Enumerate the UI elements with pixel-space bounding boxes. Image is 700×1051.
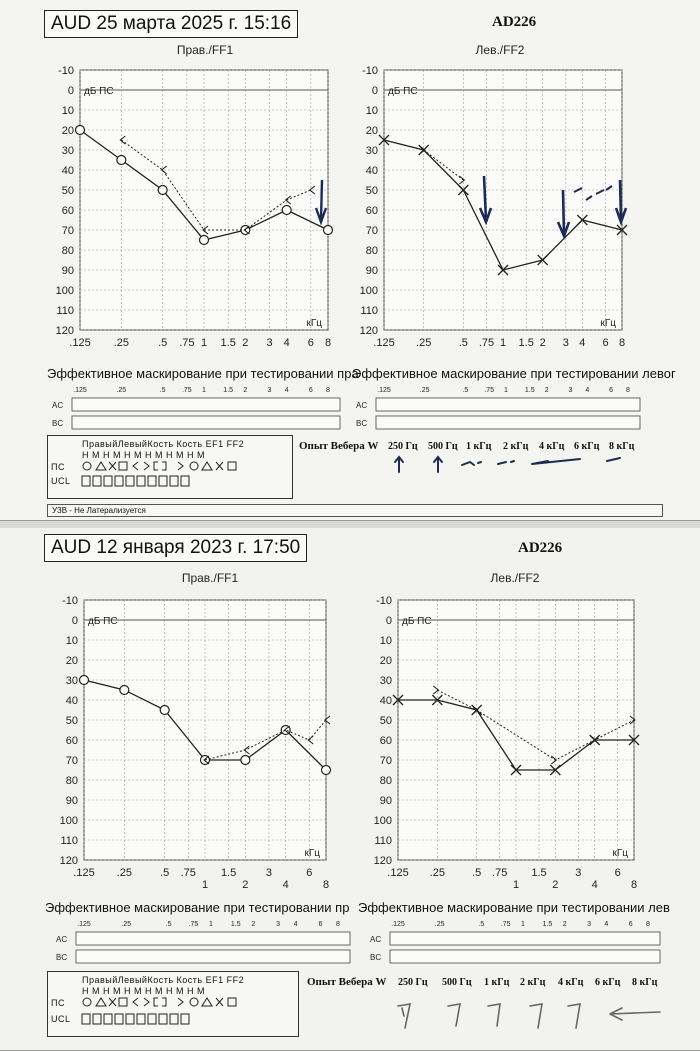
x-tick-label: .125: [73, 867, 95, 879]
mask-freq-label: .75: [188, 921, 199, 928]
device-label: AD226: [492, 14, 537, 30]
x-tick-label: .25: [116, 867, 132, 879]
mask-freq-label: 8: [336, 921, 340, 928]
y-tick-label: 70: [379, 755, 392, 767]
x-tick-label: 2: [552, 879, 559, 891]
x-tick-label: .125: [373, 337, 395, 349]
x-tick-label: 1: [499, 337, 507, 349]
weber-freq-8k: 8 кГц: [609, 441, 635, 452]
x-tick-label: .5: [158, 337, 168, 349]
x-tick-label: .5: [160, 867, 170, 879]
x-tick-label: .25: [429, 867, 445, 879]
y-tick-label: 20: [379, 655, 392, 667]
y-tick-label: 40: [379, 695, 392, 707]
weber-freq-500: 500 Гц: [428, 441, 458, 452]
weber-test-title: Опыт Вебера W: [307, 976, 387, 988]
y-unit-label: дБ ПС: [402, 616, 432, 627]
y-tick-label: 120: [55, 325, 74, 337]
mask-freq-label: 1: [504, 387, 508, 394]
weber-freq-4k: 4 кГц: [558, 977, 584, 988]
mask-freq-label: 2: [243, 387, 248, 394]
x-tick-label: .25: [113, 337, 129, 349]
device-label: AD226: [518, 540, 563, 556]
audiogram-panel-2025: [0, 0, 700, 521]
mask-freq-label: 3: [568, 387, 573, 394]
x-tick-label: .25: [416, 337, 432, 349]
x-tick-label: 4: [283, 337, 290, 349]
mask-freq-label: 3: [276, 921, 281, 928]
panel-heading: Лев./FF2: [475, 43, 525, 57]
x-unit-label: кГц: [612, 848, 628, 859]
mask-freq-label: .25: [434, 921, 445, 928]
y-tick-label: 0: [371, 85, 378, 97]
y-tick-label: 20: [65, 655, 78, 667]
masking-table: [0, 916, 700, 966]
mask-row-cell: [76, 950, 350, 963]
weber-test-title: Опыт Вебера W: [299, 440, 379, 452]
y-tick-label: 50: [365, 185, 378, 197]
x-tick-label: 2: [242, 337, 249, 349]
mask-row-label: BC: [356, 419, 368, 428]
x-unit-label: кГц: [306, 318, 322, 329]
weber-freq-2k: 2 кГц: [503, 441, 529, 452]
y-tick-label: 100: [59, 815, 78, 827]
x-tick-label: 1: [201, 879, 209, 891]
panel-heading: Прав./FF1: [181, 571, 239, 585]
x-tick-label: 1: [512, 879, 520, 891]
mask-freq-label: 1.5: [542, 921, 553, 928]
y-tick-label: 110: [360, 305, 378, 317]
mask-freq-label: .125: [73, 387, 87, 394]
weber-freq-1k: 1 кГц: [466, 441, 492, 452]
weber-freq-4k: 4 кГц: [539, 441, 565, 452]
mask-row-cell: [376, 398, 640, 411]
y-tick-label: 50: [61, 185, 74, 197]
mask-row-label: AC: [356, 401, 368, 410]
x-tick-label: 8: [322, 879, 330, 891]
weber-result-note: УЗВ - Не Латерализуется: [47, 504, 663, 517]
weber-freq-6k: 6 кГц: [595, 977, 621, 988]
mask-row-label: AC: [56, 935, 68, 944]
mask-freq-label: 8: [326, 387, 330, 394]
y-tick-label: 90: [65, 795, 78, 807]
x-tick-label: 3: [575, 867, 582, 879]
y-tick-label: 0: [67, 85, 74, 97]
y-tick-label: 100: [359, 285, 378, 297]
y-tick-label: 100: [373, 815, 392, 827]
mask-freq-label: .25: [116, 387, 127, 394]
y-tick-label: 10: [379, 635, 392, 647]
y-tick-label: 10: [61, 105, 74, 117]
x-tick-label: 3: [265, 867, 272, 879]
mask-freq-label: 1: [521, 921, 525, 928]
y-tick-label: -10: [376, 595, 392, 607]
x-tick-label: 1.5: [220, 867, 237, 879]
y-tick-label: 50: [65, 715, 78, 727]
mask-freq-label: .125: [391, 921, 405, 928]
x-tick-label: 8: [618, 337, 626, 349]
weber-handwritten-marks: [0, 996, 700, 1036]
x-tick-label: 8: [324, 337, 332, 349]
y-tick-label: 120: [359, 325, 378, 337]
x-tick-label: 1.5: [531, 867, 547, 879]
mask-row-label: BC: [52, 419, 64, 428]
x-tick-label: 2: [539, 337, 546, 349]
mask-freq-label: 1.5: [230, 921, 241, 928]
mask-freq-label: 6: [318, 921, 323, 928]
y-tick-label: 10: [365, 105, 378, 117]
x-unit-label: кГц: [304, 848, 320, 859]
y-tick-label: 110: [60, 835, 78, 847]
y-tick-label: 60: [365, 205, 378, 217]
y-tick-label: 20: [365, 125, 378, 137]
mask-freq-label: 6: [308, 387, 313, 394]
y-tick-label: 80: [61, 245, 74, 257]
x-tick-label: .75: [179, 337, 195, 349]
y-tick-label: 60: [379, 735, 392, 747]
weber-freq-250: 250 Гц: [398, 977, 428, 988]
y-tick-label: 40: [61, 165, 74, 177]
mask-row-label: BC: [370, 953, 382, 962]
mask-freq-label: 2: [562, 921, 567, 928]
x-tick-label: 1.5: [518, 337, 534, 349]
audiogram-title: AUD 25 марта 2025 г. 15:16: [44, 10, 298, 38]
mask-freq-label: 3: [267, 387, 272, 394]
y-tick-label: 90: [365, 265, 378, 277]
weber-freq-1k: 1 кГц: [484, 977, 510, 988]
y-tick-label: 70: [65, 755, 78, 767]
masking-title-left: Эффективное маскирование при тестировании левог: [352, 366, 676, 381]
mask-row-label: BC: [56, 953, 68, 962]
y-tick-label: 40: [65, 695, 78, 707]
mask-row-cell: [72, 398, 340, 411]
y-tick-label: -10: [58, 65, 74, 77]
x-tick-label: 4: [282, 879, 289, 891]
mask-freq-label: .75: [500, 921, 511, 928]
y-unit-label: дБ ПС: [84, 86, 114, 97]
y-tick-label: 80: [379, 775, 392, 787]
mask-freq-label: 6: [628, 921, 633, 928]
weber-freq-6k: 6 кГц: [574, 441, 600, 452]
mask-freq-label: 6: [609, 387, 614, 394]
x-tick-label: 8: [630, 879, 638, 891]
mask-freq-label: 3: [587, 921, 591, 928]
mask-freq-label: 4: [293, 921, 298, 928]
y-tick-label: 50: [379, 715, 392, 727]
x-tick-label: 6: [306, 867, 313, 879]
mask-freq-label: .5: [478, 921, 485, 928]
x-tick-label: 6: [307, 337, 314, 349]
weber-freq-250: 250 Гц: [388, 441, 418, 452]
panel-heading: Прав./FF1: [176, 43, 234, 57]
legend-subheader: Н М Н М Н М Н М Н М Н М: [82, 986, 205, 996]
y-tick-label: 0: [385, 615, 392, 627]
legend-row-pc: ПС: [51, 462, 65, 472]
y-tick-label: 60: [61, 205, 74, 217]
y-tick-label: 30: [379, 675, 392, 687]
y-tick-label: -10: [362, 65, 378, 77]
mask-freq-label: 2: [251, 921, 256, 928]
mask-freq-label: .125: [377, 387, 391, 394]
x-tick-label: 6: [614, 867, 621, 879]
mask-row-cell: [76, 932, 350, 945]
y-tick-label: 120: [373, 855, 392, 867]
mask-row-label: AC: [370, 935, 382, 944]
y-tick-label: 110: [374, 835, 392, 847]
legend-header: ПравыйЛевыйКость Кость EF1 FF2: [82, 975, 245, 985]
masking-table: [0, 382, 700, 432]
weber-freq-500: 500 Гц: [442, 977, 472, 988]
mask-freq-label: .5: [462, 387, 469, 394]
mask-freq-label: 1: [209, 921, 213, 928]
mask-freq-label: .75: [181, 387, 192, 394]
x-tick-label: 2: [242, 879, 249, 891]
mask-row-cell: [390, 932, 660, 945]
x-tick-label: 3: [266, 337, 273, 349]
mask-freq-label: 4: [604, 921, 609, 928]
mask-freq-label: 8: [646, 921, 650, 928]
y-tick-label: 40: [365, 165, 378, 177]
y-tick-label: 100: [55, 285, 74, 297]
panel-heading: Лев./FF2: [490, 571, 540, 585]
mask-row-cell: [376, 416, 640, 429]
mask-freq-label: 4: [585, 387, 590, 394]
weber-freq-8k: 8 кГц: [632, 977, 658, 988]
mask-freq-label: .25: [121, 921, 132, 928]
x-tick-label: 3: [562, 337, 569, 349]
mask-freq-label: .75: [484, 387, 494, 394]
mask-freq-label: 8: [626, 387, 630, 394]
mask-freq-label: 1: [202, 387, 206, 394]
y-tick-label: 120: [59, 855, 78, 867]
mask-freq-label: 2: [544, 387, 549, 394]
x-tick-label: 4: [591, 879, 598, 891]
x-tick-label: .75: [180, 867, 196, 879]
y-tick-label: 90: [379, 795, 392, 807]
x-tick-label: .125: [69, 337, 91, 349]
mask-row-cell: [72, 416, 340, 429]
left-ear-audiogram: [0, 40, 700, 360]
x-tick-label: 4: [579, 337, 586, 349]
x-tick-label: 1: [200, 337, 208, 349]
y-tick-label: 10: [65, 635, 78, 647]
mask-freq-label: .25: [419, 387, 430, 394]
x-tick-label: .5: [472, 867, 482, 879]
x-tick-label: .5: [458, 337, 468, 349]
y-tick-label: 0: [71, 615, 78, 627]
y-tick-label: 80: [65, 775, 78, 787]
y-unit-label: дБ ПС: [388, 86, 418, 97]
masking-title-left: Эффективное маскирование при тестировании лев: [358, 900, 670, 915]
audiogram-title: AUD 12 января 2023 г. 17:50: [44, 534, 307, 562]
mask-row-cell: [390, 950, 660, 963]
x-tick-label: 1.5: [220, 337, 236, 349]
legend-header: ПравыйЛевыйКость Кость EF1 FF2: [82, 439, 245, 449]
mask-freq-label: .5: [165, 921, 172, 928]
y-tick-label: 20: [61, 125, 74, 137]
y-tick-label: 80: [365, 245, 378, 257]
audiogram-panel-2023: [0, 528, 700, 1051]
mask-freq-label: .5: [159, 387, 166, 394]
y-tick-label: 110: [56, 305, 74, 317]
x-tick-label: .75: [478, 337, 495, 349]
y-unit-label: дБ ПС: [88, 616, 118, 627]
y-tick-label: 70: [365, 225, 378, 237]
x-tick-label: 6: [602, 337, 609, 349]
legend-row-ucl: UCL: [51, 1014, 71, 1024]
weber-freq-2k: 2 кГц: [520, 977, 546, 988]
x-tick-label: .125: [387, 867, 409, 879]
masking-title-right: Эффективное маскирование при тестировании пр: [45, 900, 350, 915]
mask-freq-label: .125: [77, 921, 91, 928]
y-tick-label: 60: [65, 735, 78, 747]
y-tick-label: -10: [62, 595, 78, 607]
legend-row-pc: ПС: [51, 998, 65, 1008]
y-tick-label: 90: [61, 265, 74, 277]
legend-row-ucl: UCL: [51, 476, 71, 486]
x-unit-label: кГц: [600, 318, 616, 329]
y-tick-label: 70: [61, 225, 74, 237]
y-tick-label: 30: [365, 145, 378, 157]
left-ear-audiogram: [0, 564, 700, 894]
mask-freq-label: 1.5: [524, 387, 535, 394]
weber-handwritten-marks: [0, 450, 700, 480]
x-tick-label: .75: [492, 867, 508, 879]
legend-subheader: Н М Н М Н М Н М Н М Н М: [82, 450, 205, 460]
masking-title-right: Эффективное маскирование при тестировании пра: [47, 366, 359, 381]
y-tick-label: 30: [61, 145, 74, 157]
y-tick-label: 30: [65, 675, 78, 687]
mask-row-label: AC: [52, 401, 64, 410]
mask-freq-label: 1.5: [223, 387, 234, 394]
mask-freq-label: 4: [284, 387, 289, 394]
